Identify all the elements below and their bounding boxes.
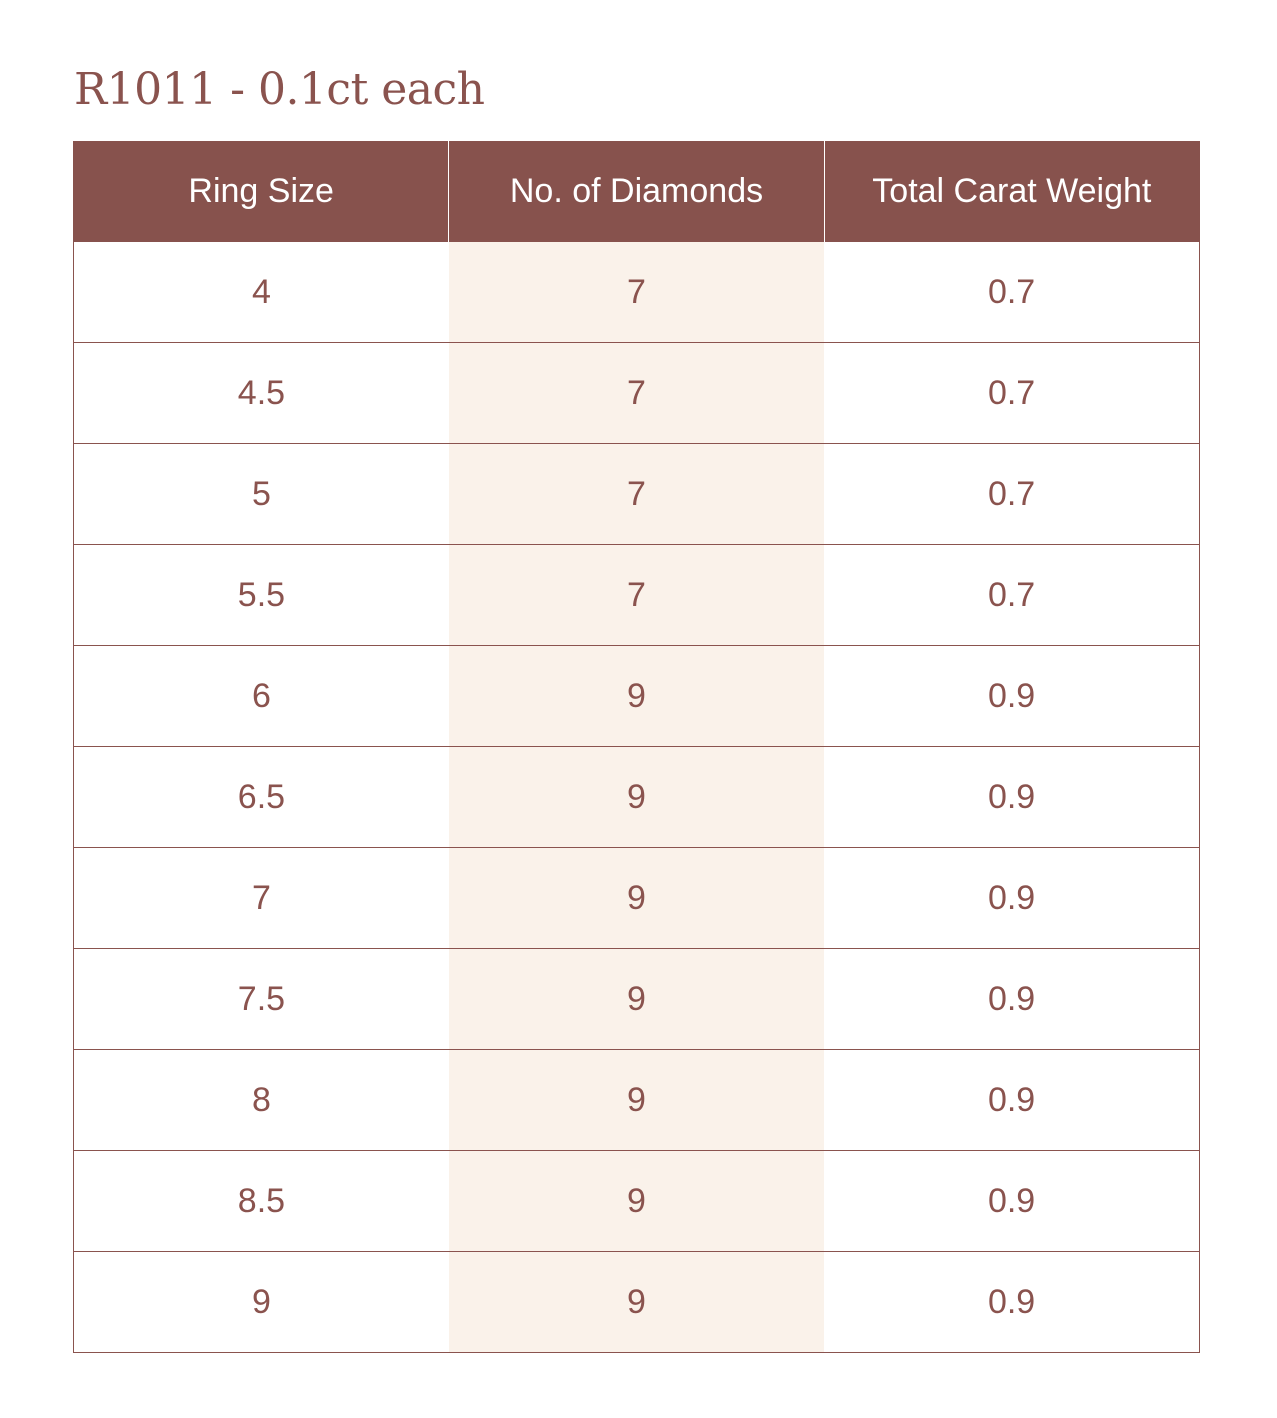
cell-total-carat-weight: 0.9 bbox=[824, 848, 1199, 949]
cell-no-of-diamonds: 9 bbox=[449, 848, 824, 949]
cell-ring-size: 4 bbox=[74, 242, 449, 343]
cell-total-carat-weight: 0.9 bbox=[824, 1050, 1199, 1151]
cell-ring-size: 7 bbox=[74, 848, 449, 949]
cell-ring-size: 5 bbox=[74, 444, 449, 545]
table-row bbox=[74, 646, 1200, 747]
cell-no-of-diamonds: 7 bbox=[449, 242, 824, 343]
header-no-of-diamonds: No. of Diamonds bbox=[449, 141, 824, 242]
cell-no-of-diamonds: 9 bbox=[449, 1151, 824, 1252]
cell-ring-size: 6 bbox=[74, 646, 449, 747]
cell-no-of-diamonds: 9 bbox=[449, 646, 824, 747]
cell-total-carat-weight: 0.9 bbox=[824, 949, 1199, 1050]
cell-total-carat-weight: 0.7 bbox=[824, 545, 1199, 646]
cell-total-carat-weight: 0.9 bbox=[824, 1151, 1199, 1252]
cell-ring-size: 6.5 bbox=[74, 747, 449, 848]
table-row bbox=[74, 343, 1200, 444]
cell-total-carat-weight: 0.7 bbox=[824, 444, 1199, 545]
header-total-carat-weight: Total Carat Weight bbox=[824, 141, 1199, 242]
ring-size-table bbox=[73, 141, 1200, 1353]
table-row bbox=[74, 1050, 1200, 1151]
table-row bbox=[74, 242, 1200, 343]
cell-no-of-diamonds: 7 bbox=[449, 343, 824, 444]
cell-total-carat-weight: 0.7 bbox=[824, 343, 1199, 444]
table-row bbox=[74, 1151, 1200, 1252]
header-ring-size: Ring Size bbox=[74, 141, 449, 242]
cell-total-carat-weight: 0.7 bbox=[824, 242, 1199, 343]
cell-total-carat-weight: 0.9 bbox=[824, 1252, 1199, 1353]
cell-total-carat-weight: 0.9 bbox=[824, 646, 1199, 747]
cell-ring-size: 4.5 bbox=[74, 343, 449, 444]
cell-no-of-diamonds: 9 bbox=[449, 1252, 824, 1353]
table-row bbox=[74, 747, 1200, 848]
cell-ring-size: 5.5 bbox=[74, 545, 449, 646]
table-row bbox=[74, 545, 1200, 646]
cell-ring-size: 7.5 bbox=[74, 949, 449, 1050]
table-row bbox=[74, 1252, 1200, 1353]
table-row bbox=[74, 848, 1200, 949]
cell-ring-size: 8 bbox=[74, 1050, 449, 1151]
cell-no-of-diamonds: 9 bbox=[449, 747, 824, 848]
cell-no-of-diamonds: 7 bbox=[449, 444, 824, 545]
cell-no-of-diamonds: 7 bbox=[449, 545, 824, 646]
cell-no-of-diamonds: 9 bbox=[449, 1050, 824, 1151]
table-row bbox=[74, 949, 1200, 1050]
table-header-row bbox=[74, 141, 1200, 242]
cell-ring-size: 9 bbox=[74, 1252, 449, 1353]
cell-ring-size: 8.5 bbox=[74, 1151, 449, 1252]
table-row bbox=[74, 444, 1200, 545]
cell-no-of-diamonds: 9 bbox=[449, 949, 824, 1050]
page-title: R1011 - 0.1ct each bbox=[74, 64, 485, 115]
cell-total-carat-weight: 0.9 bbox=[824, 747, 1199, 848]
